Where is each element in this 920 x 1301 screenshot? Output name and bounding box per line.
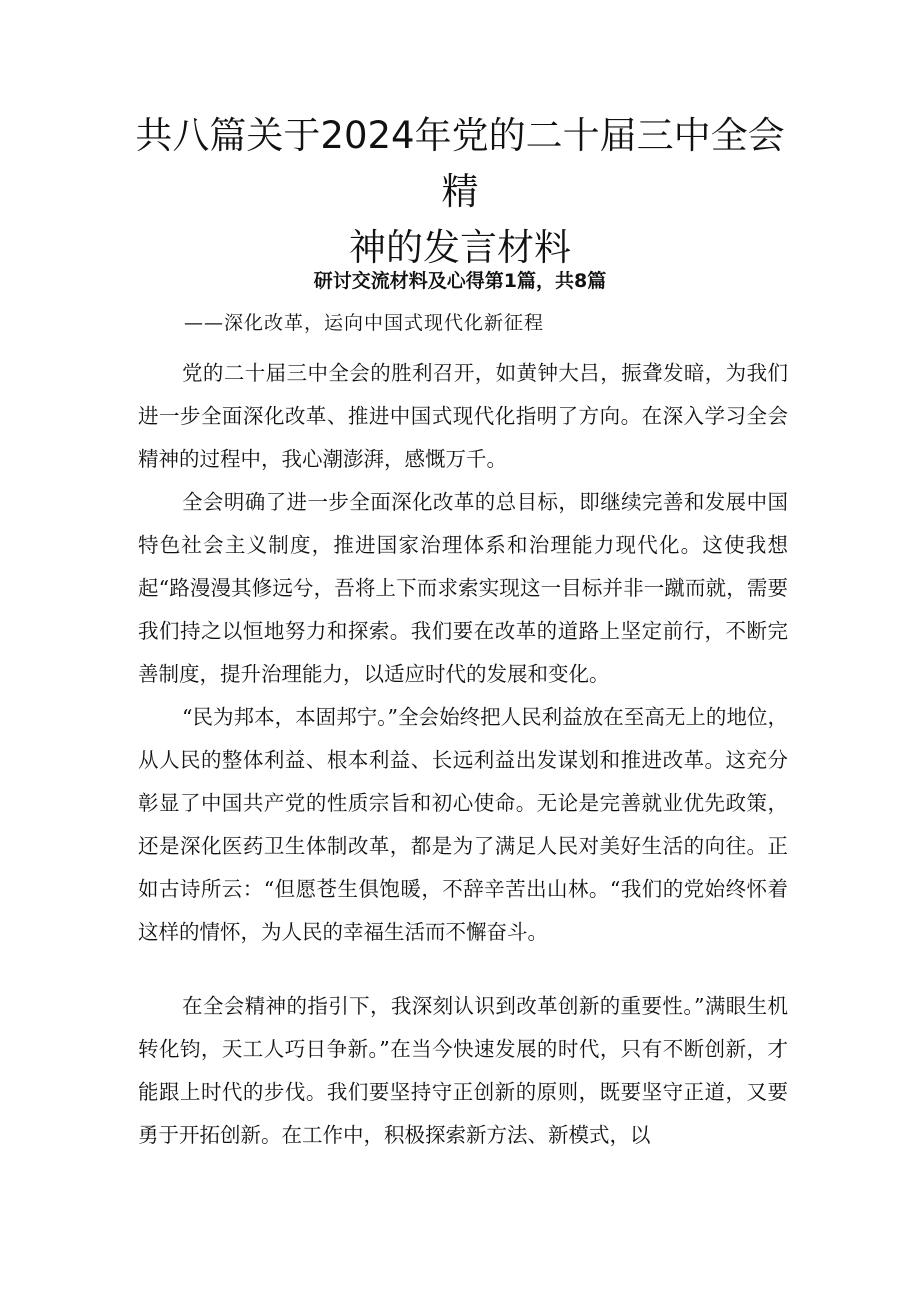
paragraph: 党的二十届三中全会的胜利召开，如黄钟大吕，振聋发暗，为我们进一步全面深化改革、推进中国式现代化指明了方向。在深入学习全会精神的过程中，我心潮澎湃，感慨万千。: [138, 361, 788, 471]
document-title: [120, 108, 800, 276]
paragraph: “民为邦本，本固邦宁。”全会始终把人民利益放在至高无上的地位，从人民的整体利益、根本利益、长远利益出发谋划和推进改革。这充分彰显了中国共产党的性质宗旨和初心使命。无论是完善就业优先政策，还是深化医药卫生体制改革，都是为了满足人民对美好生活的向往。正如古诗所云：“但愿苍生俱饱暖，不辞辛苦出山林。“我们的党始终怀着这样的情怀，为人民的幸福生活而不懈奋斗。: [138, 705, 788, 944]
paragraph: 全会明确了进一步全面深化改革的总目标，即继续完善和发展中国特色社会主义制度，推进国家治理体系和治理能力现代化。这使我想起“路漫漫其修远兮，吾将上下而求索实现这一目标并非一蹴而就，需要我们持之以恒地努力和探索。我们要在改革的道路上坚定前行，不断完善制度，提升治理能力，以适应时代的发展和变化。: [138, 490, 788, 686]
paragraph: 在全会精神的指引下，我深刻认识到改革创新的重要性。”满眼生机转化钧，天工人巧日争新。”在当今快速发展的时代，只有不断创新，才能跟上时代的步伐。我们要坚持守正创新的原则，既要坚守正道，又要勇于开拓创新。在工作中，积极探索新方法、新模式，以: [138, 994, 788, 1147]
body-text: [138, 352, 788, 1157]
section-heading: 研讨交流材料及心得第1篇，共8篇: [313, 270, 607, 292]
document-title-line-1: 共八篇关于2024年党的二十届三中全会精: [135, 114, 785, 213]
section-subtitle: ——深化改革，运向中国式现代化新征程: [184, 312, 545, 334]
document-title-line-2: 神的发言材料: [349, 226, 571, 269]
